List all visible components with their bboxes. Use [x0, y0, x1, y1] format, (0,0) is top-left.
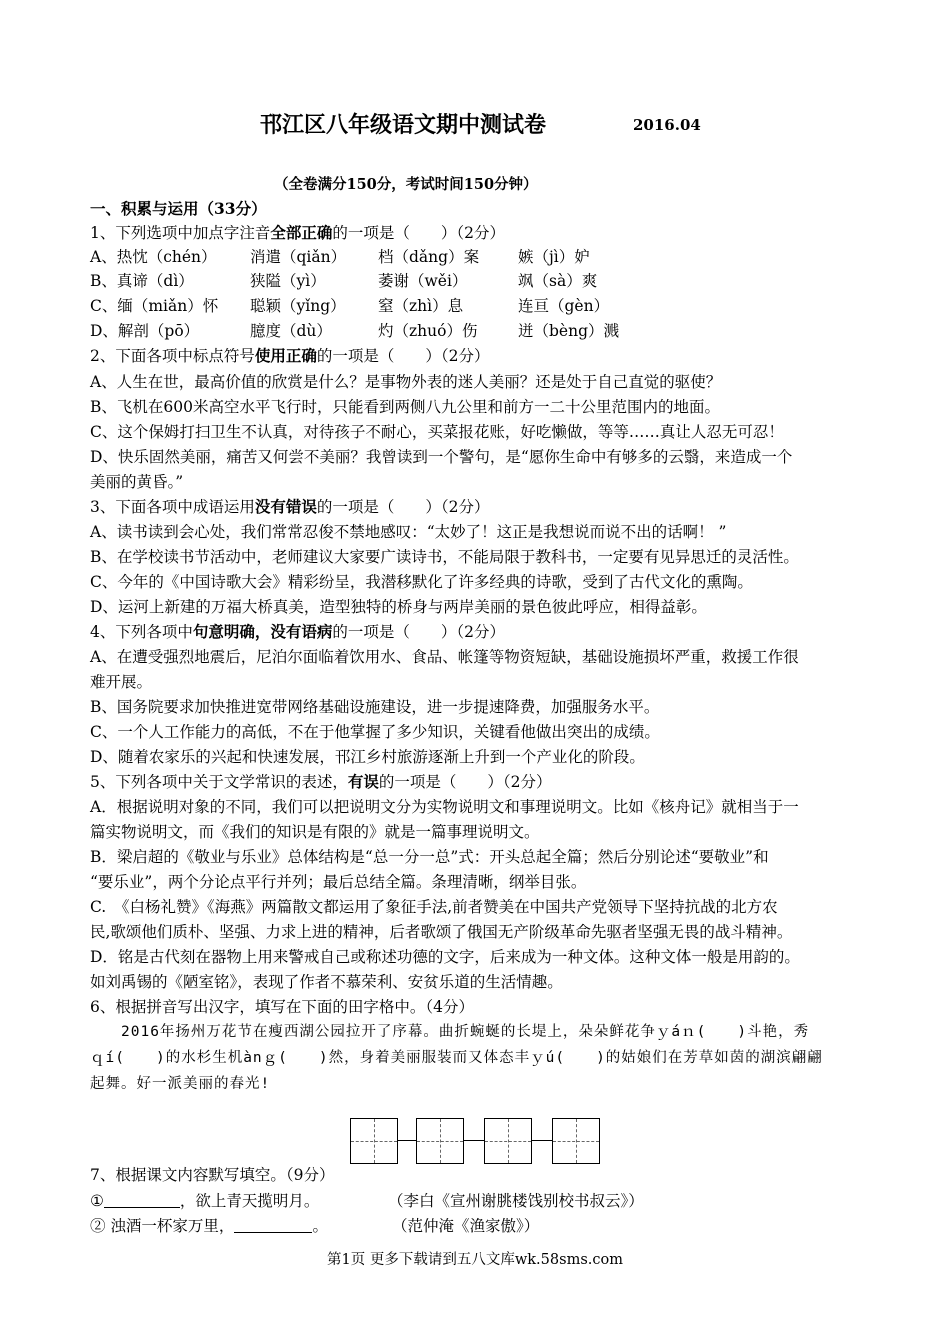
q1-option-a-4: 嫉（jì）妒 — [518, 248, 590, 266]
grid-connector — [398, 1140, 416, 1141]
q7-item-2-source: （范仲淹《渔家傲》） — [392, 1217, 540, 1235]
q5-option-b: B．梁启超的《敬业与乐业》总体结构是“总一分一总”式：开头总起全篇；然后分别论述“要敬业”和 — [90, 848, 769, 866]
q4-option-b: B、国务院要求加快推进宽带网络基础设施建设，进一步提速降费，加强服务水平。 — [90, 698, 660, 716]
q6-passage-line-1: 2016年扬州万花节在瘦西湖公园拉开了序幕。曲折蜿蜒的长堤上，朵朵鲜花争ｙáｎ( )斗艳，秀 — [90, 1024, 810, 1040]
q4-option-c: C、一个人工作能力的高低，不在于他掌握了多少知识，关键看他做出突出的成绩。 — [90, 723, 660, 741]
q2-option-d-cont: 美丽的黄昏。” — [90, 473, 184, 491]
q1-option-d-2: 臆度（dù） — [250, 322, 332, 340]
q7-item-2: ② 浊酒一杯家万里， 。 — [90, 1217, 328, 1235]
q5-option-d-cont: 如刘禹锡的《陋室铭》，表现了作者不慕荣利、安贫乐道的生活情趣。 — [90, 973, 563, 991]
section-heading: 一、积累与运用（33分） — [90, 199, 267, 218]
q3-option-b: B、在学校读书节活动中，老师建议大家要广读诗书，不能局限于教科书，一定要有见异思迁的灵活性。 — [90, 548, 799, 566]
q3-option-a: A、读书读到会心处，我们常常忍俊不禁地感叹：“太妙了！这正是我想说而说不出的话啊！ ” — [90, 523, 727, 541]
q4-option-a: A、在遭受强烈地震后，尼泊尔面临着饮用水、食品、帐篷等物资短缺，基础设施损坏严重，救援工作很 — [90, 648, 799, 666]
q1-option-d-1: D、解剖（pō） — [90, 322, 200, 340]
q6-passage-line-2: ｑí( )的水杉生机ànｇ( )然，身着美丽服装而又体态丰ｙú( )的姑娘们在芳草如茵的湖滨翩翩 — [90, 1050, 823, 1066]
q1-option-c-2: 聪颖（yǐng） — [250, 297, 346, 315]
q7-item-1-source: （李白《宣州谢朓楼饯别校书叔云》） — [388, 1192, 644, 1210]
q1-option-d-3: 灼（zhuó）伤 — [378, 322, 478, 340]
q5-option-c-cont: 民,歌颂他们质朴、坚强、力求上进的精神，后者歌颂了俄国无产阶级革命先驱者坚强无畏的战斗精神。 — [90, 923, 793, 941]
q1-option-a-3: 档（dǎng）案 — [378, 248, 480, 266]
grid-connector — [464, 1140, 484, 1141]
question-1-stem: 1、下列选项中加点字注音全部正确的一项是（ ）（2分） — [90, 223, 506, 242]
q1-option-d-4: 迸（bèng）溅 — [518, 322, 620, 340]
q7-item-1: ① ，欲上青天揽明月。 — [90, 1192, 320, 1210]
q2-option-a: A、人生在世，最高价值的欣赏是什么？是事物外表的迷人美丽？还是处于自己直觉的驱使？ — [90, 373, 722, 391]
q1-option-a-2: 消遣（qiǎn） — [250, 248, 347, 266]
q5-option-d: D．铭是古代刻在器物上用来警戒自己或称述功德的文字，后来成为一种文体。这种文体一般是用韵的。 — [90, 948, 800, 966]
q2-option-b: B、飞机在600米高空水平飞行时，只能看到两侧八九公里和前方一二十公里范围内的地面。 — [90, 398, 720, 416]
q5-option-b-cont: “要乐业”，两个分论点平行并列；最后总结全篇。条理清晰，纲举目张。 — [90, 873, 587, 891]
q1-option-b-2: 狭隘（yì） — [250, 272, 326, 290]
question-4-stem: 4、下列各项中句意明确，没有语病的一项是（ ）（2分） — [90, 622, 506, 641]
q3-option-d: D、运河上新建的万福大桥真美，造型独特的桥身与两岸美丽的景色彼此呼应，相得益彰。 — [90, 598, 707, 616]
q1-option-b-3: 萎谢（wěi） — [378, 272, 468, 290]
tianzige-cell-4[interactable] — [552, 1118, 600, 1164]
question-3-stem: 3、下面各项中成语运用没有错误的一项是（ ）（2分） — [90, 497, 490, 516]
q1-option-b-4: 飒（sà）爽 — [518, 272, 598, 290]
q4-option-a-cont: 难开展。 — [90, 673, 153, 691]
question-6-stem: 6、根据拼音写出汉字，填写在下面的田字格中。（4分） — [90, 998, 474, 1016]
exam-date: 2016.04 — [633, 116, 701, 134]
tianzige-cell-1[interactable] — [350, 1118, 398, 1164]
q4-option-d: D、随着农家乐的兴起和快速发展，邗江乡村旅游逐渐上升到一个产业化的阶段。 — [90, 748, 645, 766]
question-5-stem: 5、下列各项中关于文学常识的表述，有误的一项是（ ）（2分） — [90, 772, 552, 791]
page-title: 邗江区八年级语文期中测试卷 — [260, 112, 547, 138]
q5-option-a: A．根据说明对象的不同，我们可以把说明文分为实物说明文和事理说明文。比如《核舟记》就相当于一 — [90, 798, 799, 816]
q3-option-c: C、今年的《中国诗歌大会》精彩纷呈，我潜移默化了许多经典的诗歌，受到了古代文化的熏陶。 — [90, 573, 753, 591]
tianzige-cell-2[interactable] — [416, 1118, 464, 1164]
q1-option-a-1: A、热忱（chén） — [90, 248, 217, 266]
page-footer: 第1页 更多下载请到五八文库wk.58sms.com — [327, 1252, 623, 1268]
q6-passage-line-3: 起舞。好一派美丽的春光! — [90, 1076, 271, 1092]
question-2-stem: 2、下面各项中标点符号使用正确的一项是（ ）（2分） — [90, 346, 490, 365]
q5-option-c: C. 《白杨礼赞》《海燕》两篇散文都运用了象征手法,前者赞美在中国共产党领导下坚持抗战的北方农 — [90, 898, 778, 916]
tianzige-cell-3[interactable] — [484, 1118, 532, 1164]
q2-option-d: D、快乐固然美丽，痛苦又何尝不美丽？我曾读到一个警句，是“愿你生命中有够多的云翳，来造成一个 — [90, 448, 793, 466]
q1-option-c-3: 窒（zhì）息 — [378, 297, 464, 315]
fill-blank-1[interactable] — [104, 1191, 180, 1208]
q2-option-c: C、这个保姆打扫卫生不认真，对待孩子不耐心，买菜报花账，好吃懒做，等等……真让人忍无可忍！ — [90, 423, 784, 441]
q1-option-b-1: B、真谛（dì） — [90, 272, 194, 290]
exam-subtitle: （全卷满分150分，考试时间150分钟） — [274, 176, 538, 193]
q1-option-c-1: C、缅（miǎn）怀 — [90, 297, 219, 315]
question-7-stem: 7、根据课文内容默写填空。（9分） — [90, 1166, 335, 1184]
q1-option-c-4: 连亘（gèn） — [518, 297, 610, 315]
grid-connector — [532, 1140, 552, 1141]
fill-blank-2[interactable] — [234, 1216, 312, 1233]
q5-option-a-cont: 篇实物说明文，而《我们的知识是有限的》就是一篇事理说明文。 — [90, 823, 540, 841]
